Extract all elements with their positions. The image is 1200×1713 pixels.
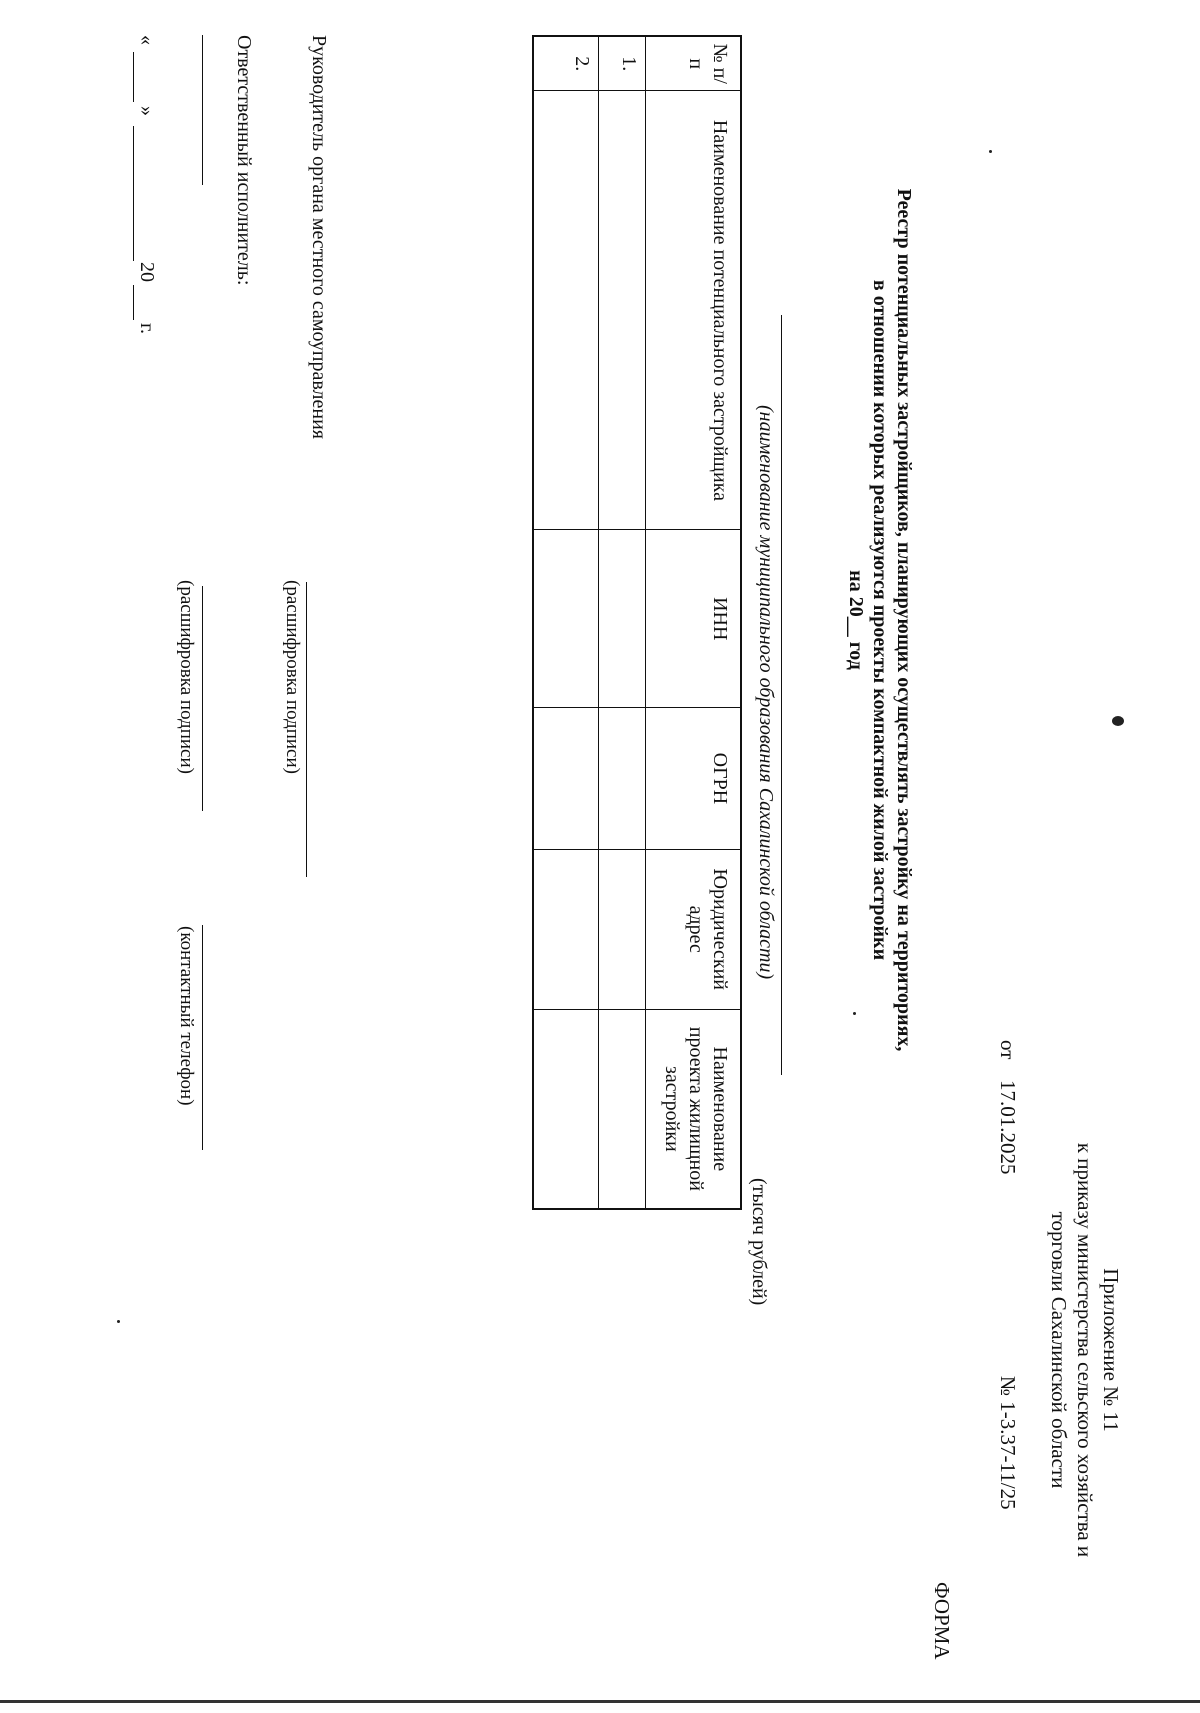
municipality-line [781, 315, 782, 1075]
table-cell [533, 849, 599, 1009]
table-cell [599, 849, 646, 1009]
appendix-line-2: торговли Сахалинской области [1047, 1211, 1071, 1489]
appendix-line-1: к приказу министерства сельского хозяйства и [1073, 1142, 1097, 1558]
date-year-suffix: г. [136, 323, 158, 334]
table-cell [599, 708, 646, 850]
form-label: ФОРМА [930, 1582, 954, 1660]
header-ogrn: ОГРН [646, 708, 742, 850]
appendix-block [1046, 1030, 1124, 1670]
scan-edge [0, 1700, 1200, 1703]
phone-caption: (контактный телефон) [176, 926, 197, 1106]
scan-speck [117, 1320, 120, 1323]
table-row [599, 36, 646, 1209]
appendix-number: № 1-3.37-11/25 [996, 1376, 1020, 1510]
executor-label: Ответственный исполнитель: [233, 35, 255, 286]
header-number: № п/п [646, 36, 742, 91]
appendix-date-prefix: от [996, 1040, 1020, 1060]
executor-name-line [202, 586, 203, 811]
municipality-caption: (наименование муниципального образования Сахалинской области) [755, 405, 777, 980]
table-cell [599, 91, 646, 530]
table-cell [533, 708, 599, 850]
header-project-name: Наименование проекта жилищной застройки [646, 1009, 742, 1209]
appendix-date: 17.01.2025 [996, 1080, 1020, 1175]
title-line-1: Реестр потенциальных застройщиков, планирующих осуществлять застройку на территориях, [893, 188, 915, 1052]
head-signature-line [306, 582, 307, 877]
appendix-title: Приложение № 11 [1099, 1268, 1123, 1432]
row-number-cell: 1. [599, 36, 646, 91]
date-open-quote: « [136, 35, 158, 45]
header-developer-name: Наименование потенциального застройщика [646, 91, 742, 530]
executor-signature-line [202, 35, 203, 185]
header-inn: ИНН [646, 530, 742, 708]
date-year-line [133, 285, 134, 320]
table-cell [533, 530, 599, 708]
date-day-line [133, 52, 134, 102]
table-header-row [646, 36, 742, 1209]
table-cell [533, 91, 599, 530]
scan-speck [989, 150, 992, 153]
register-table [532, 35, 742, 1210]
scan-speck [1112, 716, 1124, 726]
table-row [533, 36, 599, 1209]
date-year-prefix: 20 [136, 262, 158, 282]
head-signature-label: Руководитель органа местного самоуправления [308, 35, 330, 439]
date-month-line [133, 126, 134, 261]
title-line-2: в отношении которых реализуются проекты компактной жилой застройки [869, 279, 891, 961]
header-legal-address: Юридический адрес [646, 849, 742, 1009]
table-cell [599, 1009, 646, 1209]
table-cell [533, 1009, 599, 1209]
date-close-quote: » [136, 106, 158, 116]
units-note: (тысяч рублей) [748, 1178, 770, 1306]
phone-line [202, 925, 203, 1150]
row-number-cell: 2. [533, 36, 599, 91]
scan-speck [853, 1012, 856, 1015]
executor-name-caption: (расшифровка подписи) [176, 580, 197, 774]
title-line-3: на 20__ год [845, 570, 867, 670]
table-cell [599, 530, 646, 708]
head-signature-caption: (расшифровка подписи) [282, 580, 303, 774]
register-title [844, 120, 916, 1120]
